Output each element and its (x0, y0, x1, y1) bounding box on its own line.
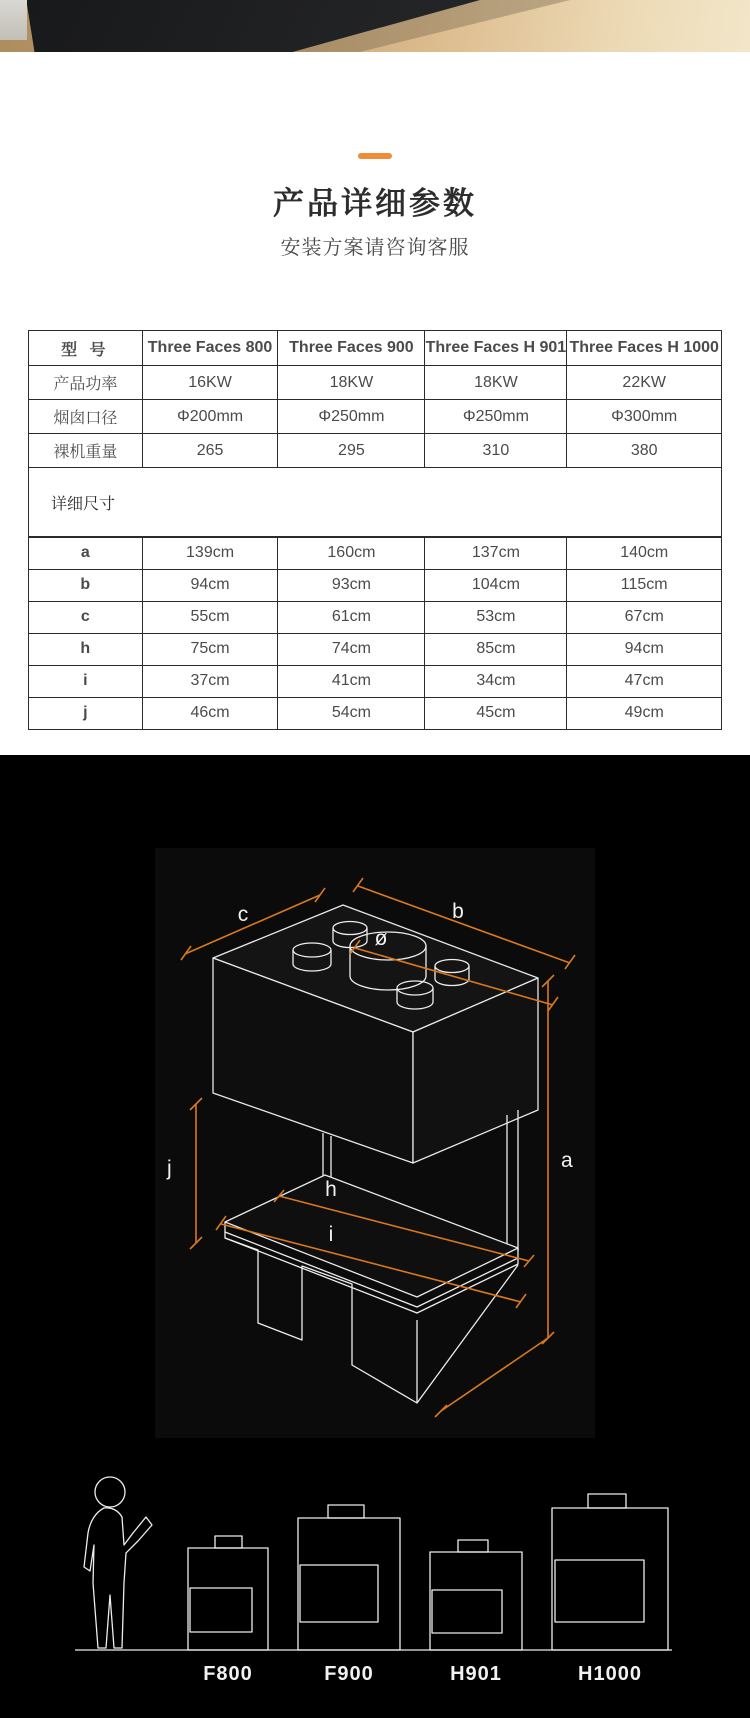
section-divider (358, 153, 392, 159)
power-row (29, 366, 722, 400)
detail-size-section-row (28, 468, 722, 536)
page-subtitle: 安装方案请咨询客服 (280, 237, 470, 259)
dim-value: 74cm (278, 633, 425, 665)
dim-value: 49cm (567, 697, 722, 729)
dim-value: 47cm (567, 665, 722, 697)
header-model-h901: Three Faces H 901 (425, 331, 567, 366)
dim-row-a (29, 537, 722, 569)
model-label-f900: F900 (324, 1663, 374, 1685)
dim-row-j (29, 697, 722, 729)
chimney-value: Φ200mm (142, 400, 278, 434)
power-value: 18KW (278, 366, 425, 400)
weight-value: 380 (567, 434, 722, 468)
dim-value: 94cm (567, 633, 722, 665)
dim-letter: c (29, 601, 143, 633)
dim-value: 54cm (278, 697, 425, 729)
dim-row-i (29, 665, 722, 697)
spec-table-dimensions (28, 536, 722, 730)
chimney-row (29, 400, 722, 434)
model-h901-outline (430, 1540, 522, 1650)
dim-row-b (29, 569, 722, 601)
power-value: 18KW (425, 366, 567, 400)
dim-letter: a (29, 537, 143, 569)
dim-value: 93cm (278, 569, 425, 601)
dim-value: 137cm (425, 537, 567, 569)
header-model-900: Three Faces 900 (278, 331, 425, 366)
dim-value: 34cm (425, 665, 567, 697)
dim-value: 67cm (567, 601, 722, 633)
dimension-j (166, 1098, 202, 1249)
header-model-label: 型 号 (29, 331, 143, 366)
power-value: 16KW (142, 366, 278, 400)
wall-strip (0, 0, 27, 40)
dim-value: 41cm (278, 665, 425, 697)
dim-value: 37cm (142, 665, 278, 697)
header-model-h1000: Three Faces H 1000 (567, 331, 722, 366)
dim-value: 55cm (142, 601, 278, 633)
weight-label: 裸机重量 (29, 434, 143, 468)
dim-row-c (29, 601, 722, 633)
weight-value: 310 (425, 434, 567, 468)
dim-value: 85cm (425, 633, 567, 665)
model-f900-outline (298, 1505, 400, 1650)
power-label: 产品功率 (29, 366, 143, 400)
dim-value: 139cm (142, 537, 278, 569)
dim-value: 104cm (425, 569, 567, 601)
spec-table (28, 330, 722, 730)
dim-row-h (29, 633, 722, 665)
dim-letter: b (29, 569, 143, 601)
dim-label-b: b (452, 900, 464, 923)
weight-value: 265 (142, 434, 278, 468)
chimney-value: Φ250mm (425, 400, 567, 434)
dim-label-c: c (237, 903, 249, 926)
dim-value: 53cm (425, 601, 567, 633)
dim-value: 46cm (142, 697, 278, 729)
page-title: 产品详细参数 (273, 186, 477, 221)
fireplace-isometric-drawing (213, 905, 538, 1403)
chimney-value: Φ250mm (278, 400, 425, 434)
hero-photo (0, 0, 750, 52)
weight-value: 295 (278, 434, 425, 468)
fireplace-dimension-diagram (0, 755, 750, 1718)
diagram-zone (0, 755, 750, 1718)
dim-value: 75cm (142, 633, 278, 665)
model-header-row (29, 331, 722, 366)
model-f800-outline (188, 1536, 268, 1650)
dim-label-i: i (328, 1223, 334, 1246)
person-outline (84, 1477, 152, 1648)
dim-value: 45cm (425, 697, 567, 729)
dim-letter: i (29, 665, 143, 697)
dim-value: 61cm (278, 601, 425, 633)
chimney-label: 烟囱口径 (29, 400, 143, 434)
dim-value: 115cm (567, 569, 722, 601)
model-label-f800: F800 (203, 1663, 253, 1685)
dim-label-diameter: ø (374, 927, 388, 950)
detail-size-label: 详细尺寸 (51, 495, 116, 513)
model-label-h901: H901 (450, 1663, 502, 1685)
dim-label-j: j (167, 1157, 172, 1180)
dim-label-h: h (325, 1178, 337, 1201)
dim-label-a: a (561, 1149, 573, 1172)
dim-letter: h (29, 633, 143, 665)
dim-value: 94cm (142, 569, 278, 601)
weight-row (29, 434, 722, 468)
dim-value: 160cm (278, 537, 425, 569)
model-label-h1000: H1000 (578, 1663, 642, 1685)
dim-value: 140cm (567, 537, 722, 569)
model-h1000-outline (552, 1494, 668, 1650)
size-comparison (75, 1477, 672, 1685)
dim-letter: j (29, 697, 143, 729)
chimney-value: Φ300mm (567, 400, 722, 434)
header-model-800: Three Faces 800 (142, 331, 278, 366)
power-value: 22KW (567, 366, 722, 400)
spec-table-top (28, 330, 722, 468)
